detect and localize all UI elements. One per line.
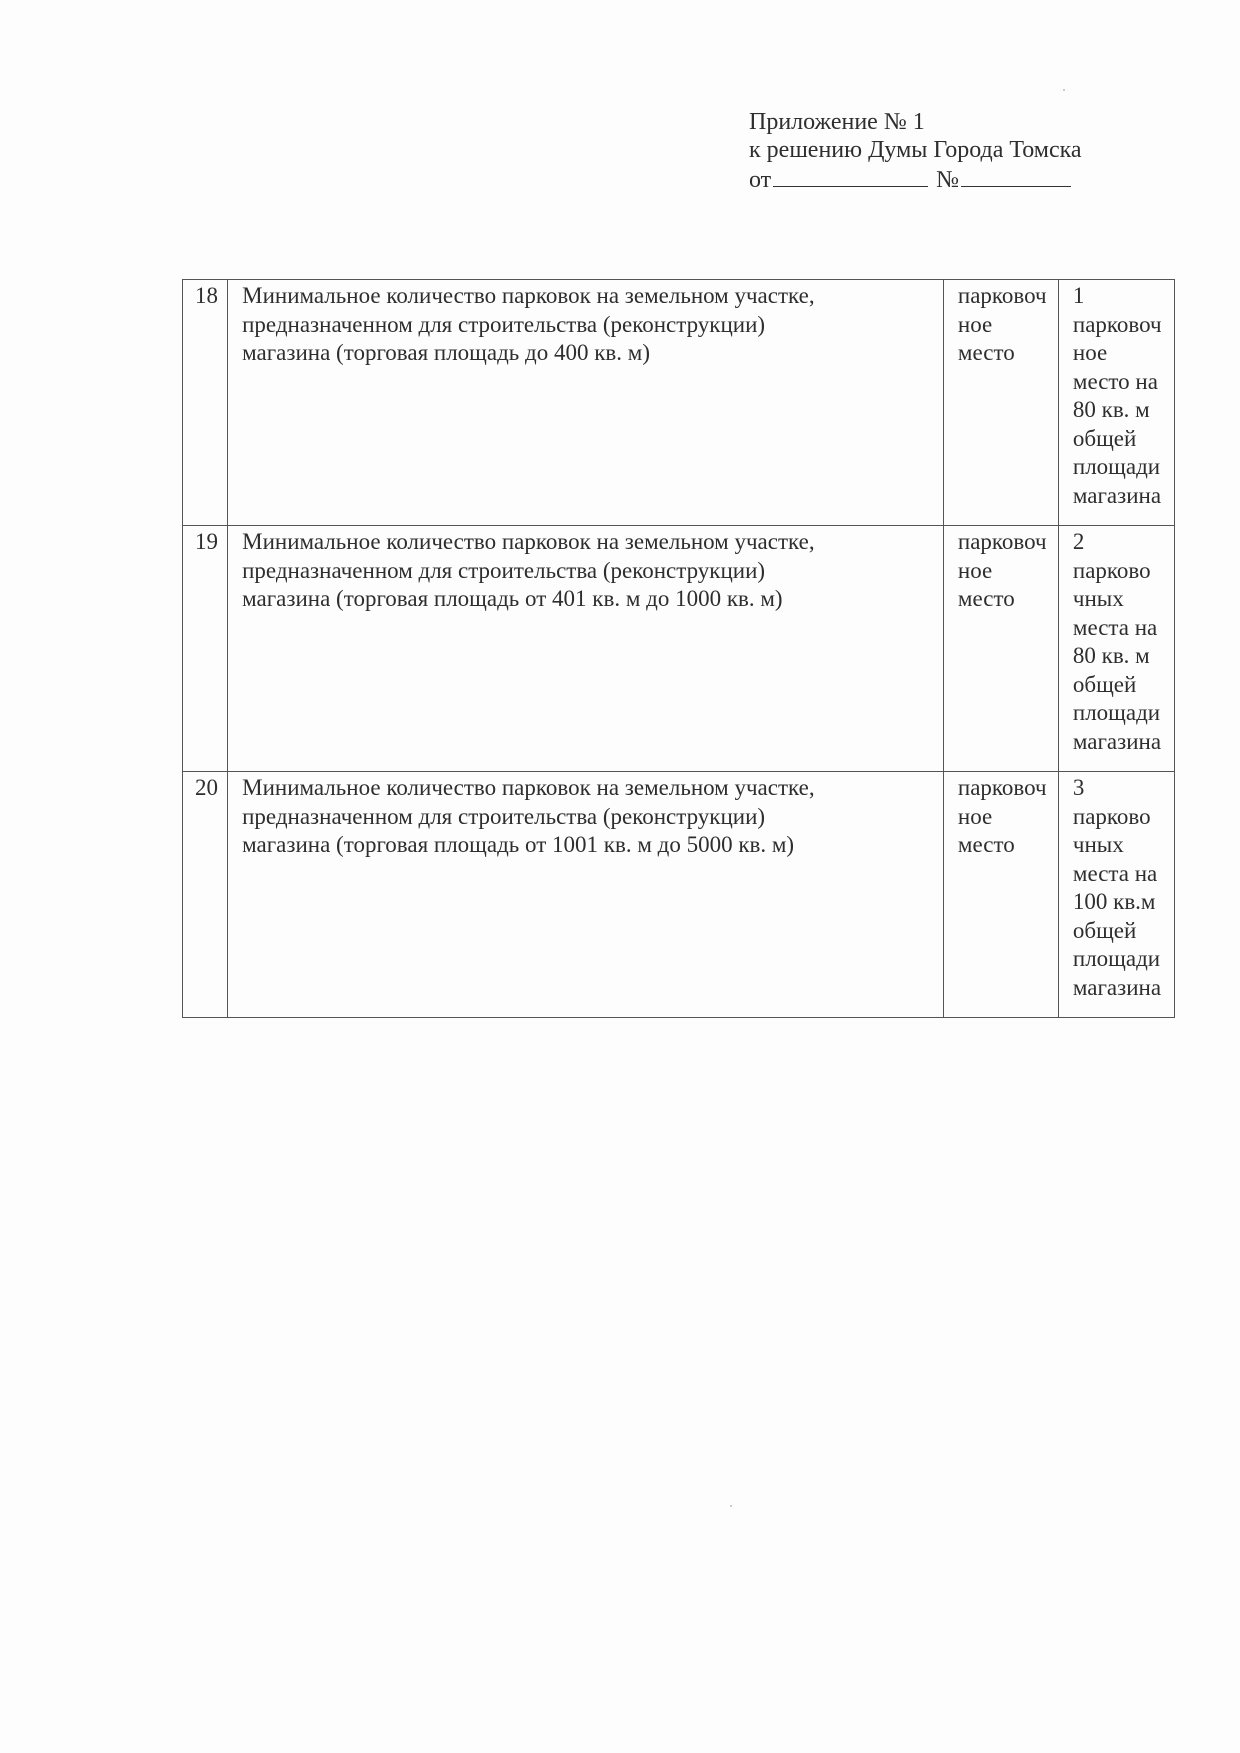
row-unit: парковоч ное место <box>957 529 1047 611</box>
row-value: 1 парковоч ное место на 80 кв. м общей площади магазина <box>1072 283 1162 508</box>
date-prefix: от <box>749 167 772 193</box>
row-unit: парковоч ное место <box>957 283 1047 365</box>
table-row <box>183 772 1175 1018</box>
row-value: 2 парково чных места на 80 кв. м общей площади магазина <box>1072 529 1162 754</box>
row-value-cell <box>1058 526 1174 772</box>
table-row <box>183 526 1175 772</box>
row-number-cell: 18 <box>183 280 228 526</box>
row-number-cell: 20 <box>183 772 228 1018</box>
row-unit-cell <box>943 280 1058 526</box>
scan-speck <box>1063 89 1065 91</box>
appendix-title: Приложение № 1 <box>749 109 925 135</box>
number-blank <box>961 164 1071 187</box>
row-unit: парковоч ное место <box>957 775 1047 857</box>
table-row <box>183 280 1175 526</box>
appendix-date-number-line <box>749 164 1082 194</box>
row-value-cell <box>1058 772 1174 1018</box>
appendix-header <box>749 108 1082 194</box>
date-blank <box>773 164 928 187</box>
number-sign: № <box>936 167 960 193</box>
row-description-cell <box>228 772 944 1018</box>
row-description-cell <box>228 526 944 772</box>
scan-speck <box>730 1505 732 1507</box>
row-description-cell <box>228 280 944 526</box>
row-value: 3 парково чных места на 100 кв.м общей площади магазина <box>1072 775 1162 1000</box>
row-description: Минимальное количество парковок на земельном участке, предназначенном для строительства (реконструкции) магазина (торговая площадь от 401 кв. м до 1000 кв. м) <box>242 529 815 611</box>
row-description: Минимальное количество парковок на земельном участке, предназначенном для строительства (реконструкции) магазина (торговая площадь до 400 кв. м) <box>242 283 815 365</box>
appendix-decision-reference: к решению Думы Города Томска <box>749 137 1082 163</box>
row-unit-cell <box>943 772 1058 1018</box>
row-unit-cell <box>943 526 1058 772</box>
parking-requirements-table <box>182 279 1175 1018</box>
row-number-cell: 19 <box>183 526 228 772</box>
row-description: Минимальное количество парковок на земельном участке, предназначенном для строительства (реконструкции) магазина (торговая площадь от 1001 кв. м до 5000 кв. м) <box>242 775 815 857</box>
row-value-cell <box>1058 280 1174 526</box>
